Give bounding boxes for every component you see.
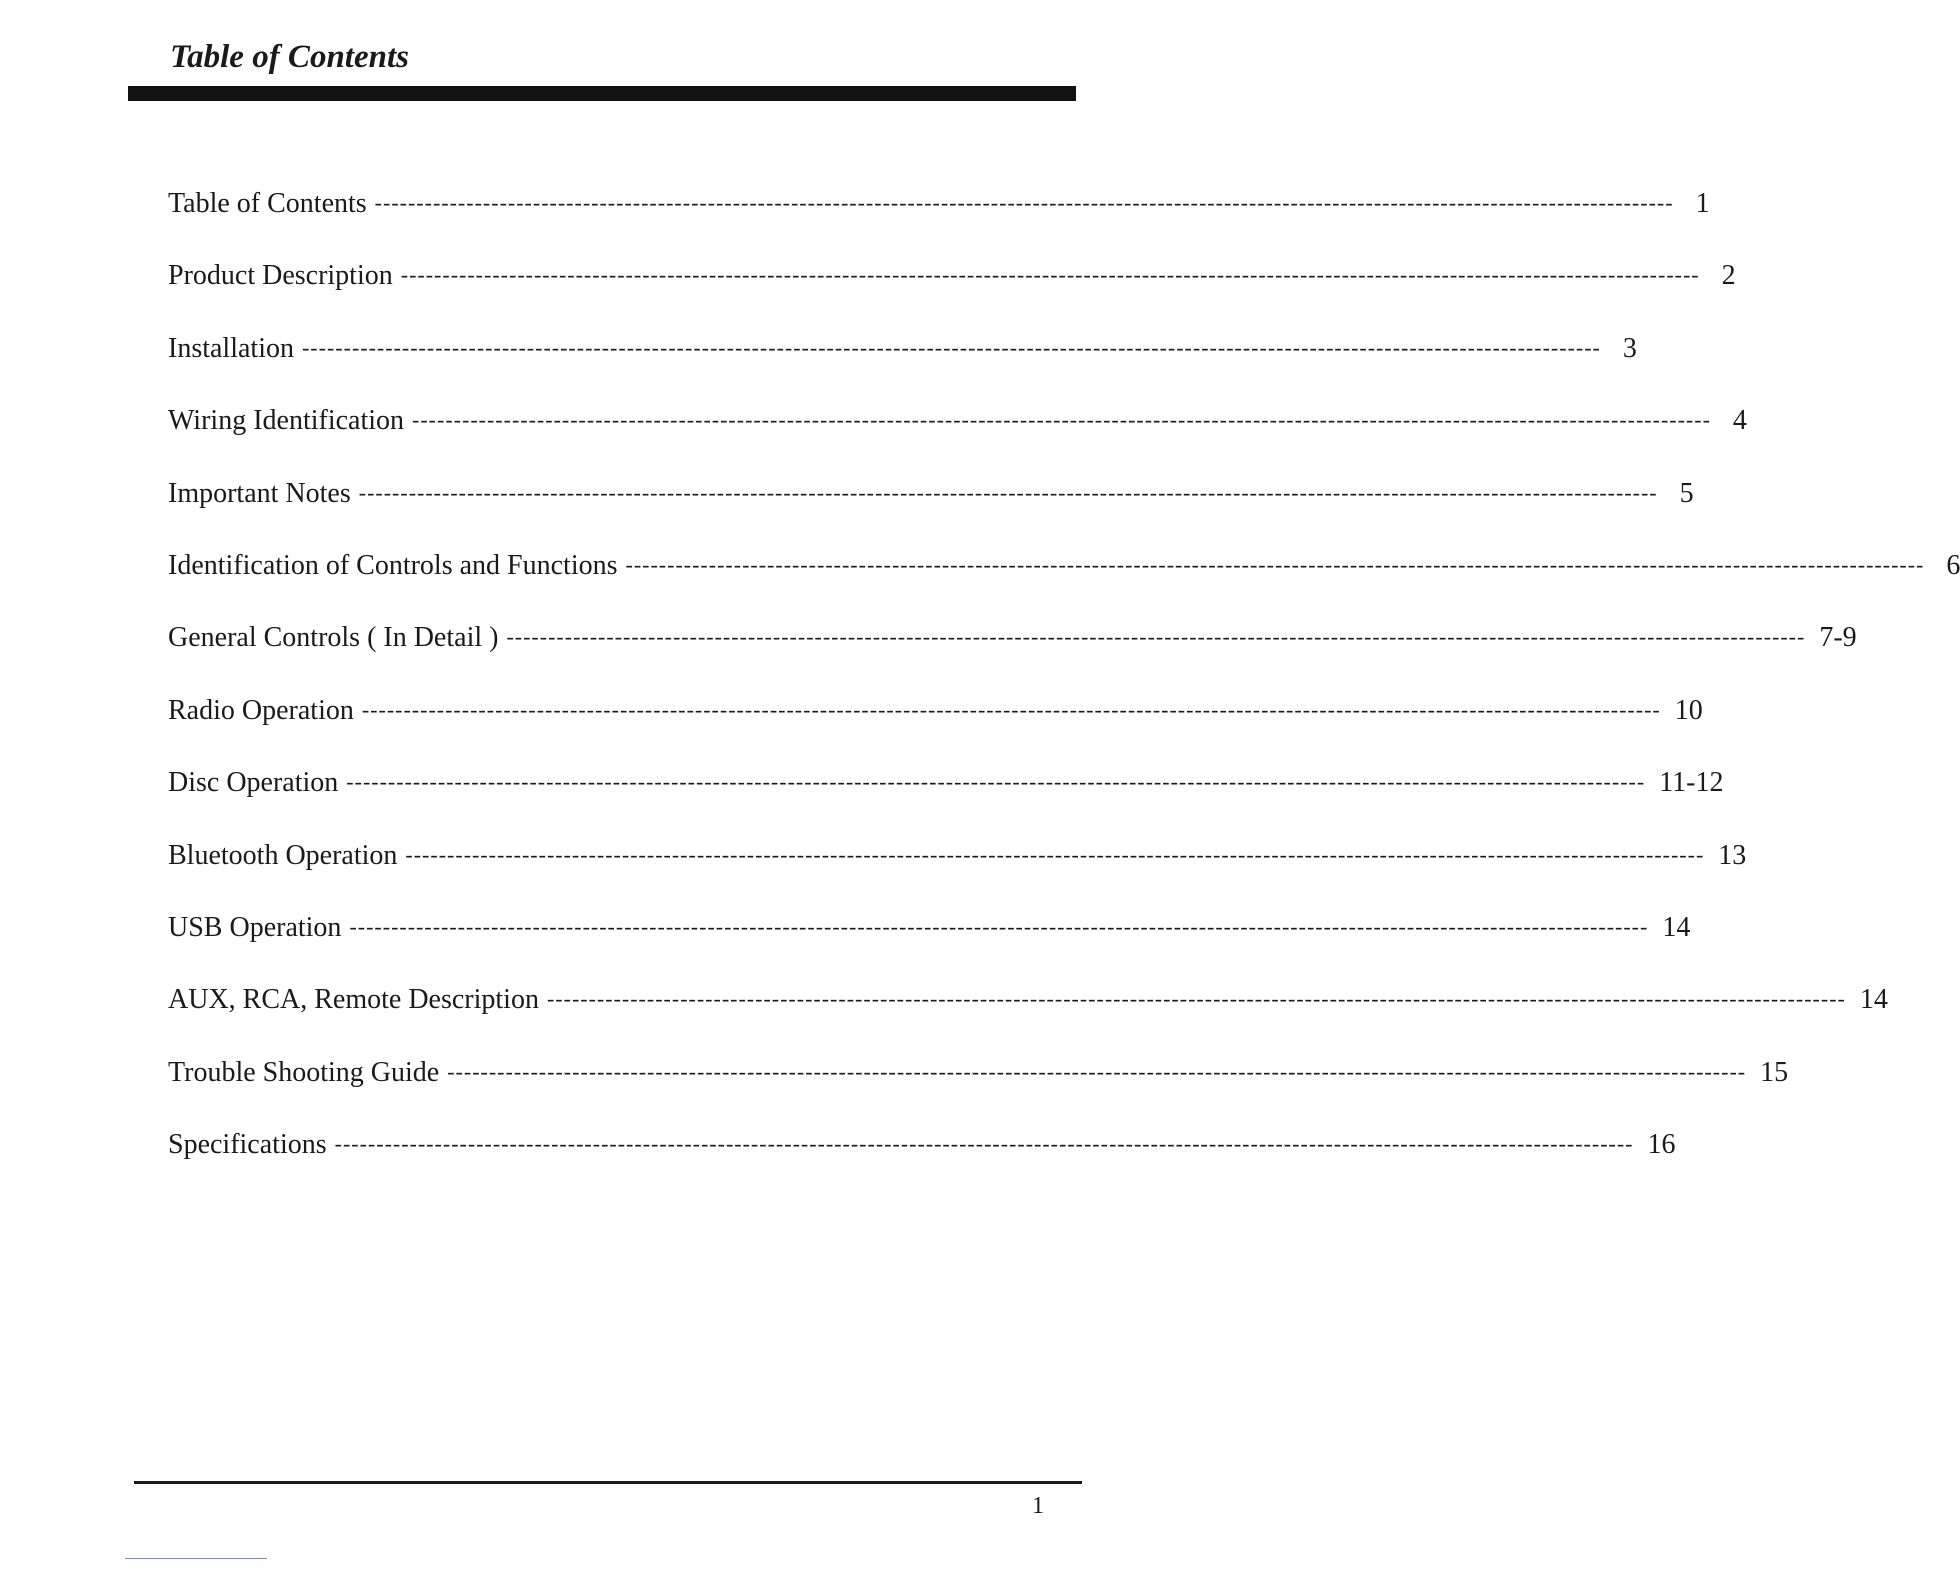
toc-entry-usb-operation[interactable] (168, 911, 1691, 986)
page-title: Table of Contents (170, 39, 409, 75)
toc-entry-page: 10 (1674, 694, 1703, 726)
toc-dot-leader: ------------------------------------------------------------------------------------------------------------------------------------------------------------ (546, 986, 1846, 1012)
toc-entry-page: 14 (1859, 984, 1888, 1016)
toc-entry-title: Trouble Shooting Guide (168, 1056, 440, 1088)
toc-entry-important-notes[interactable] (168, 477, 1694, 552)
toc-entry-radio-operation[interactable] (168, 694, 1703, 769)
toc-entry-title: Wiring Identification (168, 405, 405, 437)
toc-entry-page: 1 (1695, 188, 1710, 219)
toc-entry-title: USB Operation (168, 911, 342, 943)
toc-entry-title: Installation (168, 332, 294, 364)
footer-divider (134, 1481, 1082, 1484)
toc-dot-leader: ------------------------------------------------------------------------------------------------------------------------------------------------------------ (405, 841, 1705, 867)
toc-entry-product-description[interactable] (168, 260, 1736, 334)
toc-entry-bluetooth-operation[interactable] (168, 839, 1747, 914)
toc-entry-page: 16 (1647, 1129, 1676, 1161)
header-divider (128, 86, 1076, 101)
scan-artifact-line (125, 1558, 267, 1559)
toc-dot-leader: ------------------------------------------------------------------------------------------------------------------------------------------------------------ (400, 262, 1700, 288)
toc-dot-leader: ------------------------------------------------------------------------------------------------------------------------------------------------------------ (358, 479, 1658, 505)
toc-entry-installation[interactable] (168, 332, 1637, 407)
toc-dot-leader: ------------------------------------------------------------------------------------------------------------------------------------------------------------ (447, 1058, 1747, 1084)
toc-dot-leader: ------------------------------------------------------------------------------------------------------------------------------------------------------------ (349, 913, 1649, 939)
footer-page-number: 1 (1032, 1493, 1044, 1519)
toc-dot-leader: ------------------------------------------------------------------------------------------------------------------------------------------------------------ (301, 334, 1601, 360)
toc-entry-page: 6 (1946, 549, 1960, 581)
toc-entry-title: General Controls ( In Detail ) (168, 622, 499, 654)
toc-entry-controls-and-functions[interactable] (168, 549, 1960, 624)
toc-entry-title: Table of Contents (168, 188, 367, 219)
toc-entry-page: 5 (1679, 477, 1694, 509)
toc-entry-title: Specifications (168, 1129, 327, 1161)
toc-entry-page: 4 (1732, 405, 1747, 437)
toc-entry-disc-operation[interactable] (168, 767, 1724, 841)
table-of-contents (168, 188, 1960, 1203)
toc-dot-leader: ------------------------------------------------------------------------------------------------------------------------------------------------------------ (361, 696, 1661, 722)
toc-entry-page: 2 (1721, 260, 1736, 292)
toc-entry-page: 15 (1760, 1056, 1789, 1088)
toc-entry-title: Identification of Controls and Functions (168, 549, 618, 581)
toc-entry-title: Bluetooth Operation (168, 839, 398, 871)
toc-entry-title: Disc Operation (168, 767, 339, 799)
toc-entry-table-of-contents[interactable] (168, 188, 1710, 262)
toc-entry-title: Product Description (168, 260, 393, 292)
toc-entry-aux-rca-remote[interactable] (168, 984, 1888, 1058)
toc-dot-leader: ------------------------------------------------------------------------------------------------------------------------------------------------------------ (334, 1131, 1634, 1157)
toc-entry-specifications[interactable] (168, 1129, 1676, 1203)
toc-dot-leader: ------------------------------------------------------------------------------------------------------------------------------------------------------------ (412, 407, 1711, 433)
toc-entry-page: 13 (1718, 839, 1747, 871)
toc-entry-general-controls[interactable] (168, 622, 1857, 696)
toc-entry-page: 11-12 (1659, 767, 1724, 799)
toc-dot-leader: ------------------------------------------------------------------------------------------------------------------------------------------------------------ (625, 551, 1925, 577)
toc-entry-trouble-shooting[interactable] (168, 1056, 1789, 1131)
toc-entry-page: 14 (1662, 911, 1691, 943)
toc-dot-leader: ------------------------------------------------------------------------------------------------------------------------------------------------------------ (346, 769, 1646, 795)
toc-entry-title: Important Notes (168, 477, 351, 509)
toc-entry-title: AUX, RCA, Remote Description (168, 984, 539, 1016)
toc-dot-leader: ------------------------------------------------------------------------------------------------------------------------------------------------------------ (374, 190, 1674, 215)
toc-entry-title: Radio Operation (168, 694, 354, 726)
toc-entry-wiring-identification[interactable] (168, 405, 1747, 479)
toc-entry-page: 7-9 (1819, 622, 1857, 654)
toc-entry-page: 3 (1622, 332, 1637, 364)
toc-dot-leader: ------------------------------------------------------------------------------------------------------------------------------------------------------------ (506, 624, 1806, 650)
